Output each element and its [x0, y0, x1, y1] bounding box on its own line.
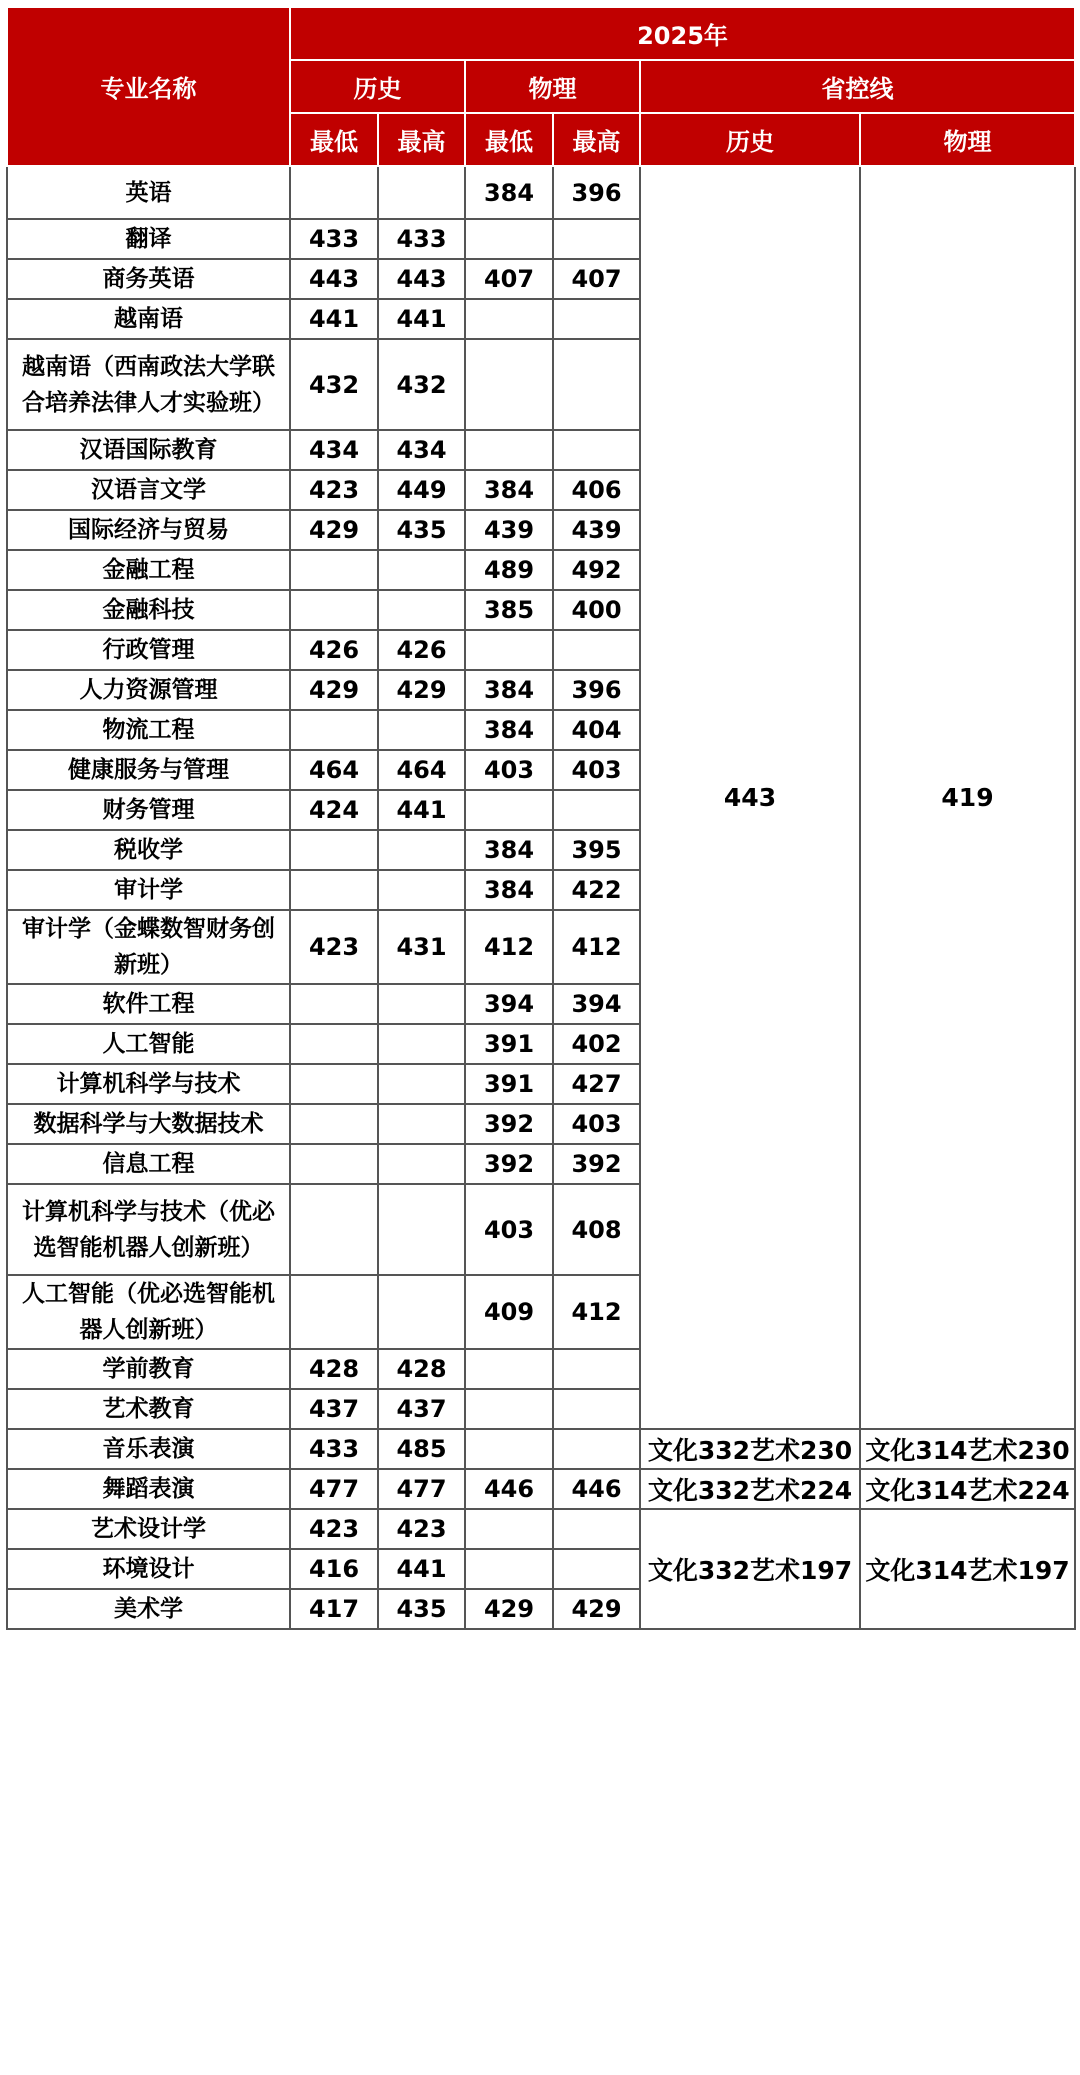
physics-max-cell: [553, 790, 640, 830]
history-max-cell: [378, 984, 465, 1024]
history-min-cell: [290, 710, 378, 750]
history-min-cell: 424: [290, 790, 378, 830]
major-name-cell: 艺术设计学: [7, 1509, 290, 1549]
physics-min-cell: 384: [465, 830, 553, 870]
history-max-cell: [378, 1104, 465, 1144]
physics-min-cell: [465, 339, 553, 430]
physics-min-cell: 385: [465, 590, 553, 630]
history-max-cell: 431: [378, 910, 465, 984]
history-min-cell: 433: [290, 1429, 378, 1469]
physics-min-cell: 446: [465, 1469, 553, 1509]
physics-min-cell: 394: [465, 984, 553, 1024]
history-max-cell: [378, 590, 465, 630]
header-control-physics: 物理: [860, 113, 1075, 166]
physics-min-cell: 384: [465, 870, 553, 910]
history-min-cell: [290, 550, 378, 590]
major-name-cell: 国际经济与贸易: [7, 510, 290, 550]
history-max-cell: 428: [378, 1349, 465, 1389]
history-max-cell: 441: [378, 790, 465, 830]
history-max-cell: 441: [378, 299, 465, 339]
physics-max-cell: 403: [553, 750, 640, 790]
major-name-cell: 美术学: [7, 1589, 290, 1629]
major-name-cell: 音乐表演: [7, 1429, 290, 1469]
physics-max-cell: 394: [553, 984, 640, 1024]
admission-score-table: [6, 6, 1076, 1630]
major-name-cell: 金融科技: [7, 590, 290, 630]
history-max-cell: [378, 1184, 465, 1275]
physics-max-cell: 392: [553, 1144, 640, 1184]
physics-max-cell: 439: [553, 510, 640, 550]
header-history-max: 最高: [378, 113, 465, 166]
history-max-cell: 464: [378, 750, 465, 790]
major-name-cell: 审计学（金蝶数智财务创新班）: [7, 910, 290, 984]
major-name-cell: 舞蹈表演: [7, 1469, 290, 1509]
physics-min-cell: 412: [465, 910, 553, 984]
physics-min-cell: [465, 1429, 553, 1469]
history-min-cell: 441: [290, 299, 378, 339]
major-name-cell: 健康服务与管理: [7, 750, 290, 790]
major-name-cell: 翻译: [7, 219, 290, 259]
header-control-history: 历史: [640, 113, 860, 166]
history-min-cell: [290, 1024, 378, 1064]
history-max-cell: [378, 1064, 465, 1104]
control-line-physics-cell: 419: [860, 166, 1075, 1429]
history-max-cell: 437: [378, 1389, 465, 1429]
major-name-cell: 行政管理: [7, 630, 290, 670]
history-max-cell: [378, 1144, 465, 1184]
physics-max-cell: 446: [553, 1469, 640, 1509]
history-min-cell: 429: [290, 510, 378, 550]
history-min-cell: 432: [290, 339, 378, 430]
major-name-cell: 金融工程: [7, 550, 290, 590]
physics-min-cell: [465, 430, 553, 470]
major-name-cell: 艺术教育: [7, 1389, 290, 1429]
major-name-cell: 税收学: [7, 830, 290, 870]
major-name-cell: 计算机科学与技术: [7, 1064, 290, 1104]
history-min-cell: 434: [290, 430, 378, 470]
history-min-cell: 428: [290, 1349, 378, 1389]
physics-max-cell: [553, 299, 640, 339]
major-name-cell: 人工智能: [7, 1024, 290, 1064]
history-max-cell: [378, 550, 465, 590]
history-min-cell: [290, 1184, 378, 1275]
table-row: [7, 166, 1075, 219]
physics-max-cell: [553, 339, 640, 430]
physics-max-cell: 396: [553, 166, 640, 219]
history-max-cell: [378, 710, 465, 750]
physics-max-cell: [553, 219, 640, 259]
physics-min-cell: 384: [465, 670, 553, 710]
control-line-physics-cell: 文化314艺术224: [860, 1469, 1075, 1509]
physics-max-cell: 407: [553, 259, 640, 299]
physics-min-cell: 391: [465, 1064, 553, 1104]
header-year: 2025年: [290, 7, 1075, 60]
physics-min-cell: 384: [465, 166, 553, 219]
physics-max-cell: 422: [553, 870, 640, 910]
history-min-cell: [290, 1144, 378, 1184]
physics-max-cell: 402: [553, 1024, 640, 1064]
physics-max-cell: [553, 1349, 640, 1389]
major-name-cell: 人工智能（优必选智能机器人创新班）: [7, 1275, 290, 1349]
history-min-cell: 437: [290, 1389, 378, 1429]
major-name-cell: 商务英语: [7, 259, 290, 299]
major-name-cell: 汉语国际教育: [7, 430, 290, 470]
physics-min-cell: [465, 1509, 553, 1549]
physics-min-cell: [465, 1349, 553, 1389]
physics-max-cell: 403: [553, 1104, 640, 1144]
physics-min-cell: 407: [465, 259, 553, 299]
history-max-cell: 432: [378, 339, 465, 430]
physics-min-cell: [465, 790, 553, 830]
major-name-cell: 信息工程: [7, 1144, 290, 1184]
header-control-line: 省控线: [640, 60, 1075, 113]
physics-max-cell: 427: [553, 1064, 640, 1104]
physics-min-cell: 384: [465, 710, 553, 750]
physics-max-cell: 395: [553, 830, 640, 870]
history-min-cell: 426: [290, 630, 378, 670]
physics-max-cell: [553, 430, 640, 470]
physics-min-cell: [465, 1549, 553, 1589]
physics-max-cell: [553, 630, 640, 670]
control-line-physics-cell: 文化314艺术230: [860, 1429, 1075, 1469]
history-max-cell: [378, 1024, 465, 1064]
major-name-cell: 学前教育: [7, 1349, 290, 1389]
major-name-cell: 计算机科学与技术（优必选智能机器人创新班）: [7, 1184, 290, 1275]
major-name-cell: 财务管理: [7, 790, 290, 830]
header-physics-max: 最高: [553, 113, 640, 166]
physics-min-cell: 489: [465, 550, 553, 590]
major-name-cell: 汉语言文学: [7, 470, 290, 510]
physics-max-cell: [553, 1509, 640, 1549]
history-min-cell: [290, 1275, 378, 1349]
major-name-cell: 软件工程: [7, 984, 290, 1024]
physics-min-cell: [465, 219, 553, 259]
physics-min-cell: 403: [465, 1184, 553, 1275]
physics-max-cell: 412: [553, 1275, 640, 1349]
major-name-cell: 物流工程: [7, 710, 290, 750]
header-physics: 物理: [465, 60, 640, 113]
history-max-cell: 435: [378, 1589, 465, 1629]
history-max-cell: 443: [378, 259, 465, 299]
physics-min-cell: [465, 1389, 553, 1429]
physics-max-cell: [553, 1429, 640, 1469]
physics-min-cell: [465, 630, 553, 670]
history-min-cell: [290, 1104, 378, 1144]
major-name-cell: 人力资源管理: [7, 670, 290, 710]
history-min-cell: [290, 830, 378, 870]
physics-max-cell: 492: [553, 550, 640, 590]
control-line-physics-cell: 文化314艺术197: [860, 1509, 1075, 1629]
history-max-cell: 435: [378, 510, 465, 550]
history-max-cell: [378, 166, 465, 219]
major-name-cell: 越南语（西南政法大学联合培养法律人才实验班）: [7, 339, 290, 430]
header-physics-min: 最低: [465, 113, 553, 166]
history-min-cell: 443: [290, 259, 378, 299]
physics-max-cell: 412: [553, 910, 640, 984]
header-major-name: 专业名称: [7, 7, 290, 166]
history-max-cell: 434: [378, 430, 465, 470]
physics-min-cell: 429: [465, 1589, 553, 1629]
history-min-cell: [290, 984, 378, 1024]
history-max-cell: [378, 830, 465, 870]
table-row: [7, 1429, 1075, 1469]
history-min-cell: [290, 590, 378, 630]
physics-min-cell: 403: [465, 750, 553, 790]
major-name-cell: 审计学: [7, 870, 290, 910]
history-max-cell: 426: [378, 630, 465, 670]
physics-max-cell: 404: [553, 710, 640, 750]
physics-min-cell: 409: [465, 1275, 553, 1349]
physics-min-cell: 439: [465, 510, 553, 550]
physics-max-cell: 429: [553, 1589, 640, 1629]
control-line-history-cell: 文化332艺术224: [640, 1469, 860, 1509]
physics-min-cell: 392: [465, 1104, 553, 1144]
major-name-cell: 数据科学与大数据技术: [7, 1104, 290, 1144]
physics-max-cell: [553, 1389, 640, 1429]
physics-max-cell: 408: [553, 1184, 640, 1275]
table-body: [7, 166, 1075, 1629]
physics-min-cell: 384: [465, 470, 553, 510]
history-min-cell: 416: [290, 1549, 378, 1589]
history-max-cell: 433: [378, 219, 465, 259]
history-max-cell: 423: [378, 1509, 465, 1549]
header-history-min: 最低: [290, 113, 378, 166]
history-max-cell: 441: [378, 1549, 465, 1589]
physics-max-cell: [553, 1549, 640, 1589]
table-header: [7, 7, 1075, 166]
physics-max-cell: 400: [553, 590, 640, 630]
history-max-cell: 485: [378, 1429, 465, 1469]
header-history: 历史: [290, 60, 465, 113]
history-min-cell: 429: [290, 670, 378, 710]
history-max-cell: 477: [378, 1469, 465, 1509]
control-line-history-cell: 文化332艺术230: [640, 1429, 860, 1469]
history-min-cell: 423: [290, 910, 378, 984]
physics-max-cell: 396: [553, 670, 640, 710]
history-min-cell: 423: [290, 470, 378, 510]
table-row: [7, 1469, 1075, 1509]
major-name-cell: 环境设计: [7, 1549, 290, 1589]
major-name-cell: 英语: [7, 166, 290, 219]
history-min-cell: 423: [290, 1509, 378, 1549]
history-min-cell: 477: [290, 1469, 378, 1509]
major-name-cell: 越南语: [7, 299, 290, 339]
history-max-cell: 449: [378, 470, 465, 510]
history-max-cell: 429: [378, 670, 465, 710]
control-line-history-cell: 443: [640, 166, 860, 1429]
physics-min-cell: 392: [465, 1144, 553, 1184]
physics-max-cell: 406: [553, 470, 640, 510]
history-max-cell: [378, 1275, 465, 1349]
history-max-cell: [378, 870, 465, 910]
control-line-history-cell: 文化332艺术197: [640, 1509, 860, 1629]
history-min-cell: 433: [290, 219, 378, 259]
physics-min-cell: [465, 299, 553, 339]
history-min-cell: 417: [290, 1589, 378, 1629]
history-min-cell: [290, 166, 378, 219]
history-min-cell: [290, 870, 378, 910]
history-min-cell: [290, 1064, 378, 1104]
table-row: [7, 1509, 1075, 1549]
physics-min-cell: 391: [465, 1024, 553, 1064]
history-min-cell: 464: [290, 750, 378, 790]
